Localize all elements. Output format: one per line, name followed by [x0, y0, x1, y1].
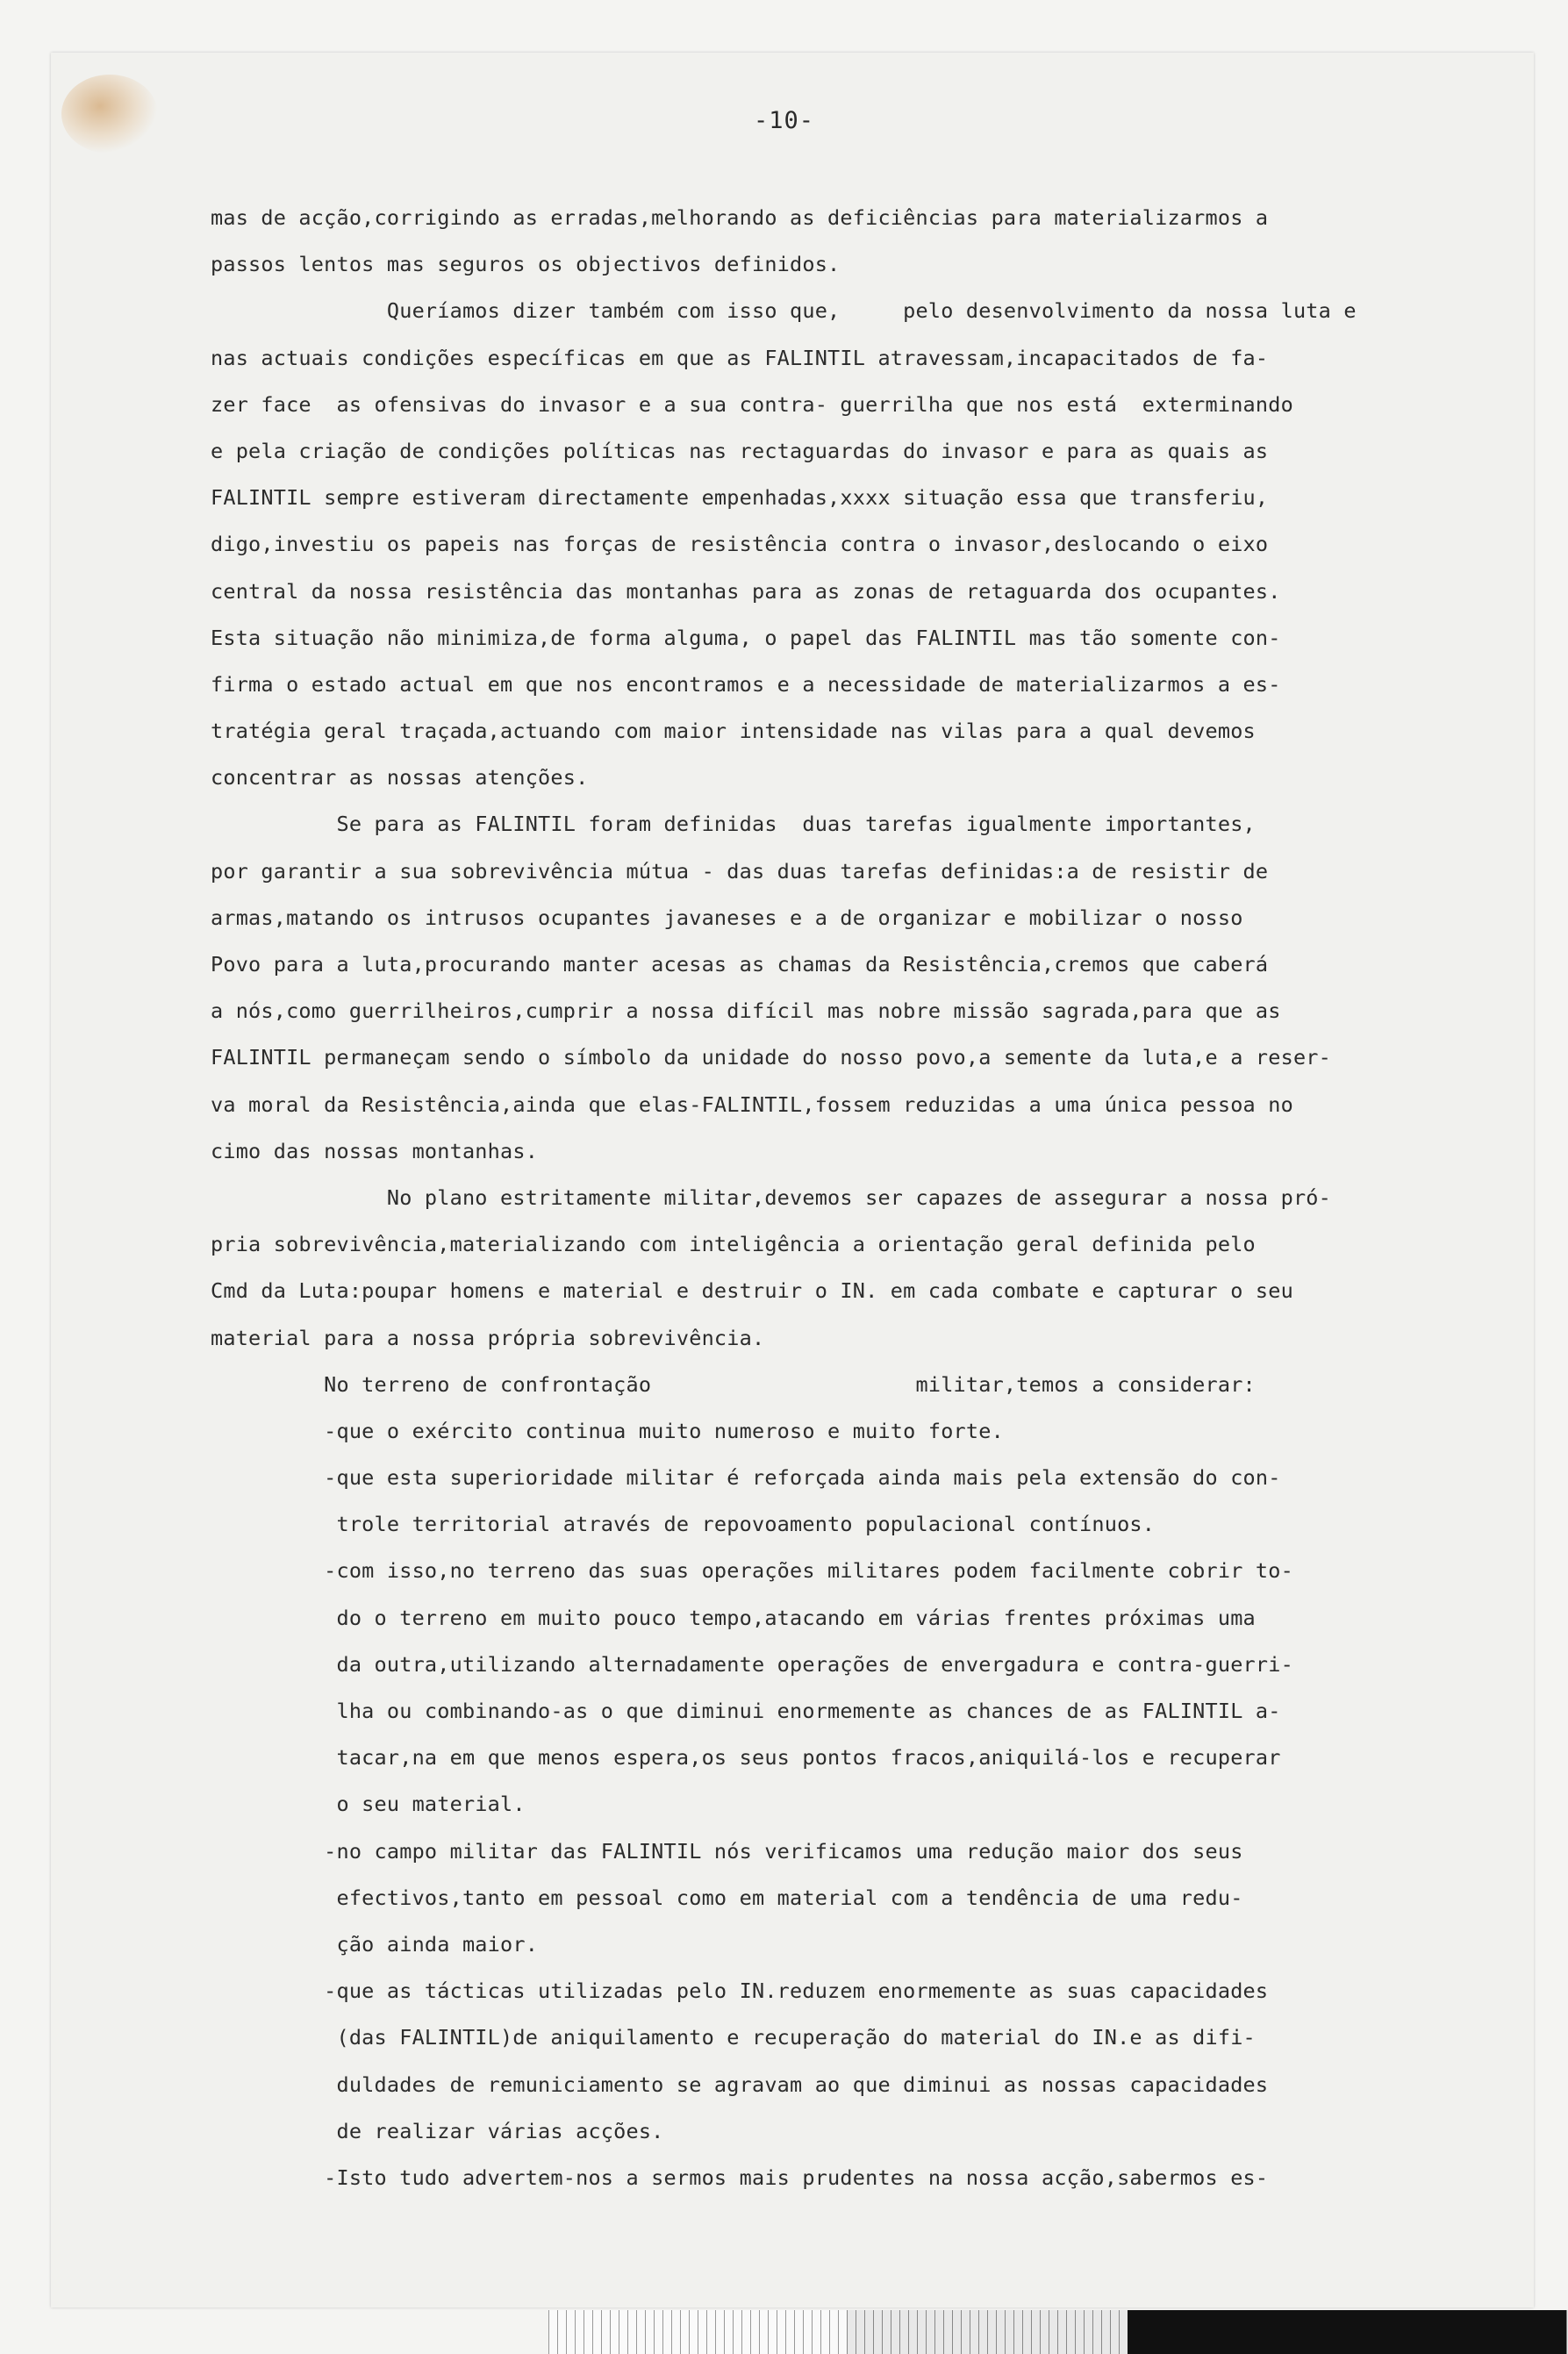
text-line: va moral da Resistência,ainda que elas-FALINTIL,fossem reduzidas a uma única pessoa no: [211, 1091, 1293, 1117]
text-line: mas de acção,corrigindo as erradas,melhorando as deficiências para materializarmos a: [211, 205, 1269, 230]
text-line: efectivos,tanto em pessoal como em material com a tendência de uma redu-: [211, 1885, 1243, 1910]
text-line: material para a nossa própria sobrevivência.: [211, 1325, 765, 1350]
text-line: FALINTIL permaneçam sendo o símbolo da unidade do nosso povo,a semente da luta,e a reser-: [211, 1045, 1331, 1070]
text-line: passos lentos mas seguros os objectivos definidos.: [211, 252, 841, 277]
text-line: cimo das nossas montanhas.: [211, 1138, 539, 1163]
text-line: o seu material.: [211, 1792, 526, 1817]
text-line: do o terreno em muito pouco tempo,atacando em várias frentes próximas uma: [211, 1605, 1256, 1630]
text-line: armas,matando os intrusos ocupantes javaneses e a de organizar e mobilizar o nosso: [211, 905, 1243, 930]
text-line: FALINTIL sempre estiveram directamente empenhadas,xxxx situação essa que transferiu,: [211, 485, 1269, 511]
text-line: -que o exército continua muito numeroso e muito forte.: [211, 1418, 1004, 1443]
text-line: Se para as FALINTIL foram definidas duas tarefas igualmente importantes,: [211, 812, 1256, 837]
text-line: Cmd da Luta:poupar homens e material e destruir o IN. em cada combate e capturar o seu: [211, 1278, 1293, 1304]
text-line: ção ainda maior.: [211, 1931, 539, 1957]
ruler-white-band: [548, 2310, 847, 2354]
text-line: lha ou combinando-as o que diminui enormemente as chances de as FALINTIL a-: [211, 1699, 1281, 1723]
text-line: trole territorial através de repovoamento populacional contínuos.: [211, 1512, 1156, 1537]
text-line: No terreno de confrontação militar,temos a considerar:: [211, 1371, 1256, 1397]
text-line: -que esta superioridade militar é reforçada ainda mais pela extensão do con-: [211, 1465, 1281, 1491]
text-line: -Isto tudo advertem-nos a sermos mais prudentes na nossa acção,sabermos es-: [211, 2164, 1269, 2190]
text-line: Esta situação não minimiza,de forma alguma, o papel das FALINTIL mas tão somente con-: [211, 625, 1281, 650]
text-line: No plano estritamente militar,devemos ser capazes de assegurar a nossa pró-: [211, 1184, 1331, 1210]
page-number: -10-: [753, 107, 815, 134]
text-line: -com isso,no terreno das suas operações militares podem facilmente cobrir to-: [211, 1558, 1293, 1584]
text-line: pria sobrevivência,materializando com inteligência a orientação geral definida pelo: [211, 1232, 1256, 1257]
scale-ruler: [548, 2310, 1568, 2354]
text-line: digo,investiu os papeis nas forças de resistência contra o invasor,deslocando o eixo: [211, 532, 1269, 557]
text-line: Queríamos dizer também com isso que, pelo desenvolvimento da nossa luta e: [211, 298, 1357, 324]
ruler-black-band: [1128, 2310, 1566, 2354]
text-line: concentrar as nossas atenções.: [211, 765, 589, 791]
text-line: nas actuais condições específicas em que as FALINTIL atravessam,incapacitados de fa-: [211, 345, 1269, 370]
text-line: (das FALINTIL)de aniquilamento e recuperação do material do IN.e as difi-: [211, 2025, 1256, 2050]
text-line: -que as tácticas utilizadas pelo IN.reduzem enormemente as suas capacidades: [211, 1978, 1269, 2004]
text-line: por garantir a sua sobrevivência mútua - das duas tarefas definidas:a de resistir de: [211, 858, 1269, 884]
text-line: de realizar várias acções.: [211, 2118, 664, 2143]
typewritten-text: [211, 195, 1465, 2201]
text-line: da outra,utilizando alternadamente operações de envergadura e contra-guerri-: [211, 1651, 1293, 1677]
text-line: Povo para a luta,procurando manter acesas as chamas da Resistência,cremos que caberá: [211, 952, 1269, 977]
text-line: central da nossa resistência das montanhas para as zonas de retaguarda dos ocupantes.: [211, 578, 1281, 604]
text-line: e pela criação de condições políticas nas rectaguardas do invasor e para as quais as: [211, 438, 1269, 463]
text-line: zer face as ofensivas do invasor e a sua contra- guerrilha que nos está exterminando: [211, 391, 1293, 417]
text-line: a nós,como guerrilheiros,cumprir a nossa difícil mas nobre missão sagrada,para que as: [211, 998, 1281, 1024]
text-line: tratégia geral traçada,actuando com maior intensidade nas vilas para a qual devemos: [211, 719, 1256, 744]
text-line: duldades de remuniciamento se agravam ao que diminui as nossas capacidades: [211, 2071, 1269, 2097]
text-line: -no campo militar das FALINTIL nós verificamos uma redução maior dos seus: [211, 1838, 1243, 1864]
text-line: firma o estado actual em que nos encontramos e a necessidade de materializarmos a es-: [211, 671, 1281, 697]
text-line: tacar,na em que menos espera,os seus pontos fracos,aniquilá-los e recuperar: [211, 1745, 1281, 1771]
